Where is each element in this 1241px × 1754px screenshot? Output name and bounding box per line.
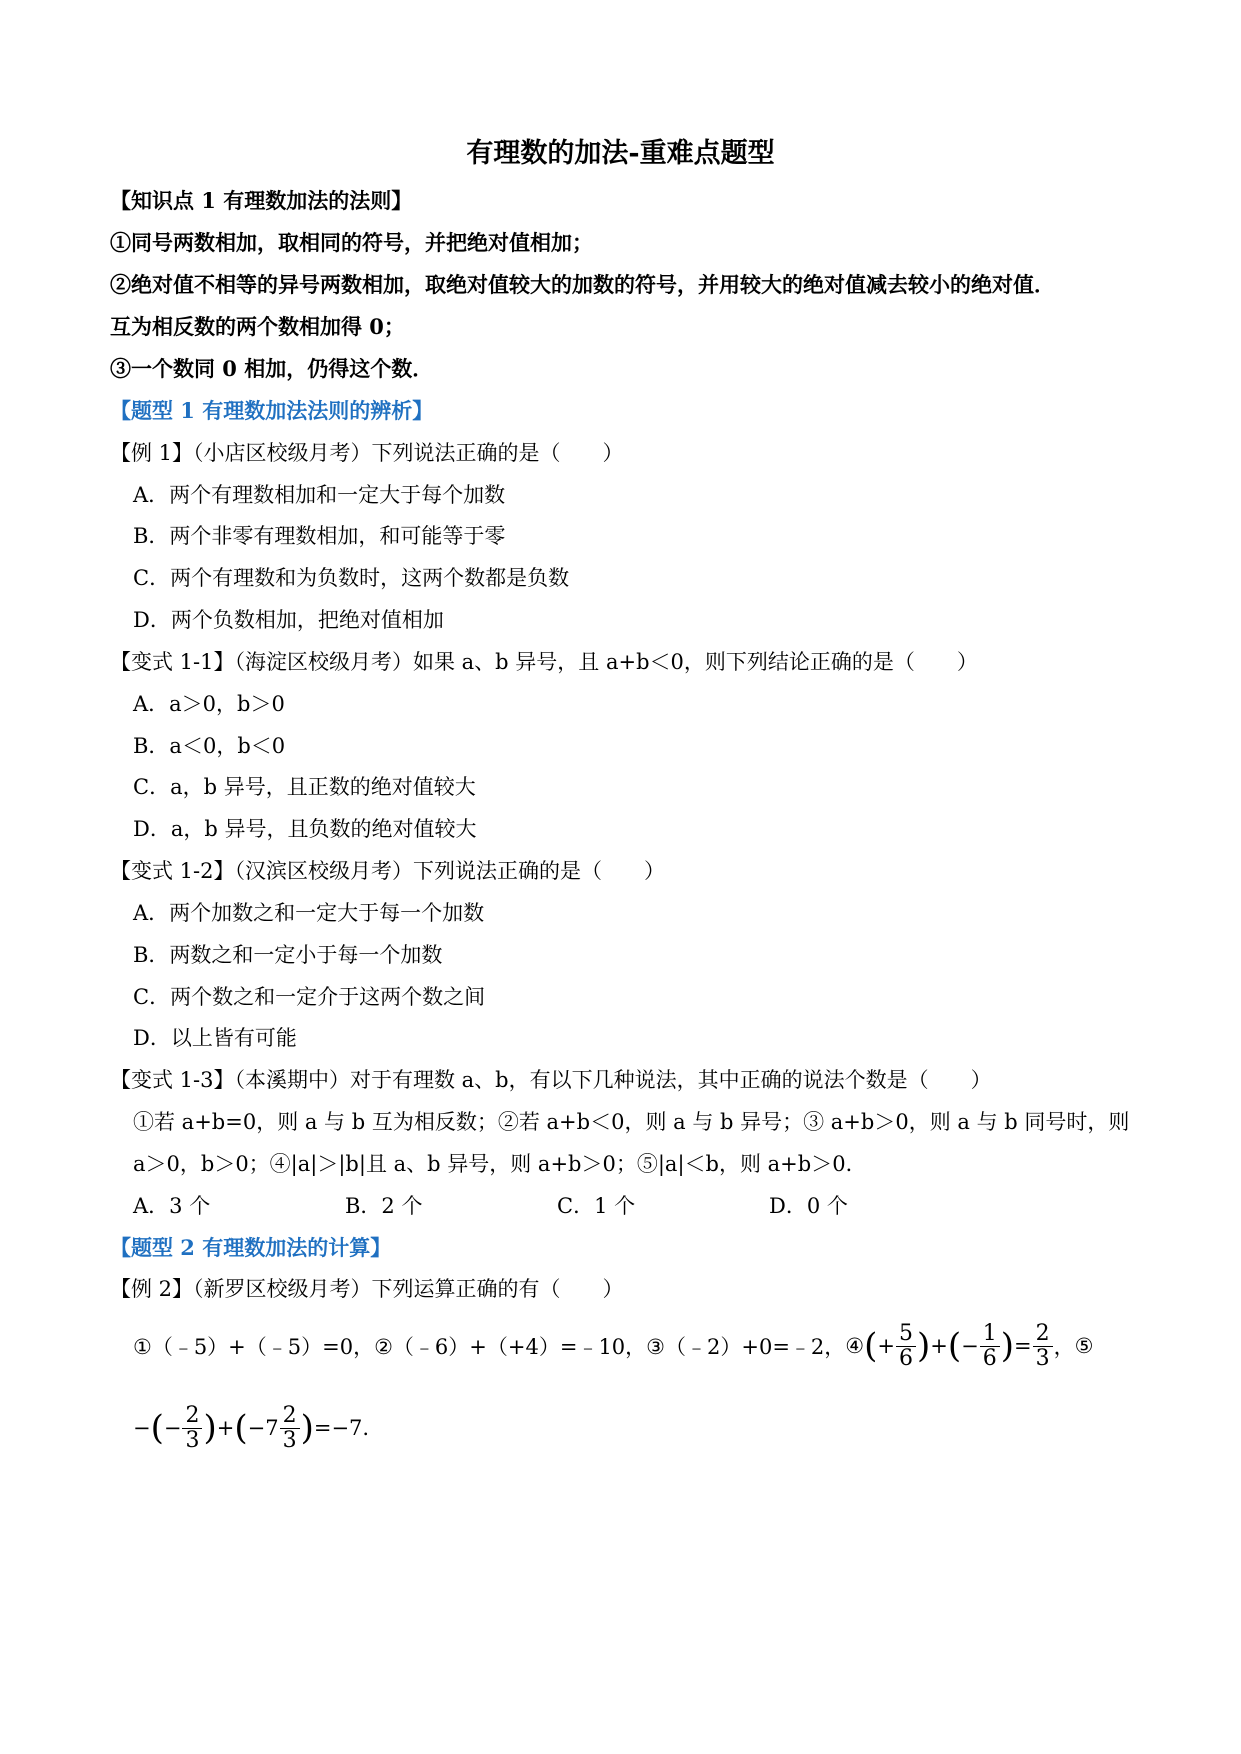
example1-option-a: A．两个有理数相加和一定大于每个加数 bbox=[133, 483, 506, 507]
example1-option-b: B．两个非零有理数相加，和可能等于零 bbox=[133, 524, 506, 548]
rule-1: ①同号两数相加，取相同的符号，并把绝对值相加； bbox=[110, 230, 593, 255]
example1-stem: 【例 1】（小店区校级月考）下列说法正确的是（ ） bbox=[110, 441, 624, 465]
variant1-3-options bbox=[133, 1191, 981, 1221]
variant1-3-option-d: D．0 个 bbox=[769, 1194, 848, 1218]
variant1-2-option-a: A．两个加数之和一定大于每一个加数 bbox=[133, 901, 485, 925]
fraction-2-3: $\frac{2}{3}$ bbox=[182, 1404, 202, 1453]
fraction-1-6: $\frac{1}{6}$ bbox=[980, 1322, 1000, 1371]
variant1-1-option-d: D．a，b 异号，且负数的绝对值较大 bbox=[133, 817, 477, 841]
fraction-2-3: $\frac{2}{3}$ bbox=[280, 1404, 300, 1453]
fraction-2-3: $\frac{2}{3}$ bbox=[1033, 1322, 1053, 1371]
expr-item-4-marker: ④ bbox=[845, 1334, 865, 1358]
variant1-2-option-b: B．两数之和一定小于每一个加数 bbox=[133, 943, 443, 967]
variant1-1-option-a: A．a＞0，b＞0 bbox=[133, 692, 285, 716]
knowledge-header: 【知识点 1 有理数加法的法则】 bbox=[110, 188, 413, 213]
expr-item-3: ③（﹣2）+0=﹣2， bbox=[646, 1335, 846, 1359]
type2-header: 【题型 2 有理数加法的计算】 bbox=[110, 1235, 392, 1260]
rule-3: ③一个数同 0 相加，仍得这个数． bbox=[110, 356, 434, 381]
plus-sign: + bbox=[877, 1334, 895, 1358]
minus-seven: −7 bbox=[247, 1416, 279, 1440]
example2-stem: 【例 2】（新罗区校级月考）下列运算正确的有（ ） bbox=[110, 1277, 624, 1301]
minus-sign: − bbox=[961, 1334, 979, 1358]
example2-expressions-line2 bbox=[133, 1400, 369, 1456]
plus-sign: + bbox=[930, 1334, 948, 1358]
variant1-2-stem: 【变式 1-2】（汉滨区校级月考）下列说法正确的是（ ） bbox=[110, 859, 665, 883]
example1-option-d: D．两个负数相加，把绝对值相加 bbox=[133, 608, 444, 632]
variant1-1-option-c: C．a，b 异号，且正数的绝对值较大 bbox=[133, 775, 476, 799]
comma: ， bbox=[1053, 1335, 1075, 1359]
minus-sign: − bbox=[133, 1416, 151, 1440]
page-title: 有理数的加法-重难点题型 bbox=[466, 138, 775, 169]
fraction-5-6: $\frac{5}{6}$ bbox=[896, 1322, 916, 1371]
expr-item-2: ②（﹣6）+（+4）=﹣10， bbox=[374, 1335, 647, 1359]
variant1-2-option-c: C．两个数之和一定介于这两个数之间 bbox=[133, 985, 486, 1009]
paren-close: ) bbox=[1000, 1326, 1014, 1366]
paren-close: ) bbox=[300, 1408, 314, 1448]
paren-open: ( bbox=[947, 1326, 962, 1366]
paren-open: ( bbox=[150, 1408, 164, 1448]
equals-sign: = bbox=[1014, 1334, 1032, 1358]
variant1-3-statements-line2: a＞0，b＞0；④|a|＞|b|且 a、b 异号，则 a+b＞0；⑤|a|＜b，则 a+b＞0． bbox=[133, 1152, 867, 1176]
paren-close: ) bbox=[916, 1326, 931, 1366]
expr-item-5-marker: ⑤ bbox=[1074, 1334, 1094, 1358]
example2-expressions-line1 bbox=[133, 1318, 1093, 1374]
example1-option-c: C．两个有理数和为负数时，这两个数都是负数 bbox=[133, 566, 570, 590]
minus-sign: − bbox=[163, 1416, 182, 1440]
variant1-3-statements-line1: ①若 a+b=0，则 a 与 b 互为相反数；②若 a+b＜0，则 a 与 b 异号；③ a+b＞0，则 a 与 b 同号时，则 bbox=[133, 1110, 1130, 1134]
variant1-1-option-b: B．a＜0，b＜0 bbox=[133, 734, 286, 758]
variant1-3-option-a: A．3 个 bbox=[133, 1194, 211, 1218]
variant1-1-stem: 【变式 1-1】（海淀区校级月考）如果 a、b 异号，且 a+b＜0，则下列结论正确的是（ ） bbox=[110, 650, 978, 674]
paren-close: ) bbox=[203, 1408, 217, 1448]
rule-2: ②绝对值不相等的异号两数相加，取绝对值较大的加数的符号，并用较大的绝对值减去较小的绝对值． bbox=[110, 272, 1055, 297]
variant1-2-option-d: D．以上皆有可能 bbox=[133, 1026, 297, 1050]
type1-header: 【题型 1 有理数加法法则的辨析】 bbox=[110, 398, 434, 423]
variant1-3-option-b: B．2 个 bbox=[345, 1194, 423, 1218]
paren-open: ( bbox=[864, 1326, 878, 1366]
paren-open: ( bbox=[234, 1408, 248, 1448]
variant1-3-option-c: C．1 个 bbox=[557, 1194, 636, 1218]
plus-sign: + bbox=[216, 1416, 235, 1440]
variant1-3-stem: 【变式 1-3】（本溪期中）对于有理数 a、b，有以下几种说法，其中正确的说法个数是（ ） bbox=[110, 1068, 992, 1092]
expr-item-5-result: =−7. bbox=[313, 1416, 370, 1440]
rule-2b: 互为相反数的两个数相加得 0； bbox=[110, 314, 405, 339]
expr-item-1: ①（﹣5）+（﹣5）=0， bbox=[133, 1335, 375, 1359]
